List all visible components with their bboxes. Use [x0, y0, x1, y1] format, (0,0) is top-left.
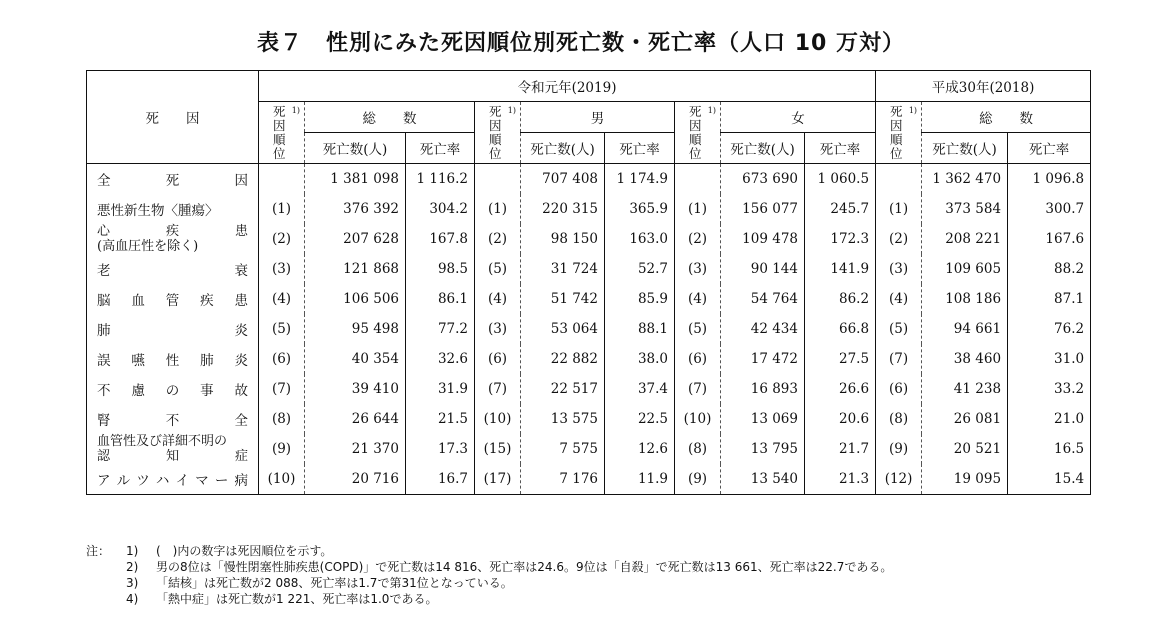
deaths-cell: 13 540	[721, 464, 805, 495]
rate-cell: 167.6	[1008, 224, 1091, 254]
cause-spread	[97, 319, 248, 339]
table-row	[87, 194, 1091, 224]
rate-cell: 87.1	[1008, 284, 1091, 314]
cause-char: 腎	[97, 413, 111, 429]
rank-cell: (8)	[675, 434, 721, 464]
rate-cell: 21.7	[805, 434, 876, 464]
cause-cell	[87, 194, 259, 224]
rate-cell: 1 116.2	[406, 164, 475, 195]
deaths-cell: 208 221	[922, 224, 1008, 254]
rank-cell	[675, 164, 721, 195]
cause-char: 故	[234, 383, 248, 399]
total-deaths-header: 死亡数(人)	[305, 133, 406, 164]
deaths-cell: 26 644	[305, 404, 406, 434]
rate-cell: 66.8	[805, 314, 876, 344]
rate-cell: 163.0	[605, 224, 675, 254]
male-rank-char-d: 位	[489, 145, 502, 161]
total-rank-header	[259, 102, 305, 164]
cause-char: 全	[234, 413, 248, 429]
deaths-cell: 13 575	[521, 404, 605, 434]
table-row	[87, 224, 1091, 254]
cause-char: 因	[234, 173, 248, 189]
rank-cell: (2)	[675, 224, 721, 254]
cause-char: 知	[165, 449, 179, 464]
female-rank-header	[675, 102, 721, 164]
cause-cell	[87, 434, 259, 464]
rate-cell: 85.9	[605, 284, 675, 314]
h30-total-rank-header	[876, 102, 922, 164]
note-item	[86, 591, 892, 607]
rate-cell: 21.5	[406, 404, 475, 434]
header-row-1	[87, 71, 1091, 102]
deaths-cell: 1 362 470	[922, 164, 1008, 195]
female-rank-char-d: 位	[689, 145, 702, 161]
reiwa-header: 令和元年(2019)	[259, 71, 876, 102]
rank-cell: (12)	[876, 464, 922, 495]
rate-cell: 26.6	[805, 374, 876, 404]
table-row	[87, 164, 1091, 195]
note-label	[86, 575, 126, 591]
cause-char: 衰	[234, 263, 248, 279]
cause-cell	[87, 254, 259, 284]
male-rank-sup: 1)	[507, 106, 516, 115]
cause-char: 患	[234, 293, 248, 309]
rate-cell: 172.3	[805, 224, 876, 254]
rank-cell: (6)	[259, 344, 305, 374]
footnotes	[86, 543, 892, 607]
rank-cell: (3)	[876, 254, 922, 284]
h30-total-rank-char-b: 因	[890, 117, 903, 133]
deaths-cell: 17 472	[721, 344, 805, 374]
cause-char: の	[165, 383, 180, 399]
deaths-cell: 41 238	[922, 374, 1008, 404]
cause-cell	[87, 314, 259, 344]
rank-cell: (5)	[475, 254, 521, 284]
deaths-cell: 156 077	[721, 194, 805, 224]
total-rate-header: 死亡率	[406, 133, 475, 164]
female-deaths-header: 死亡数(人)	[721, 133, 805, 164]
cause-spread	[97, 259, 248, 279]
cause-cell	[87, 374, 259, 404]
cause-char: 事	[200, 383, 214, 399]
rate-cell: 27.5	[805, 344, 876, 374]
rank-cell: (9)	[675, 464, 721, 495]
rank-cell: (7)	[259, 374, 305, 404]
rank-cell: (17)	[475, 464, 521, 495]
male-rank-header	[475, 102, 521, 164]
cause-char: 嚥	[131, 353, 145, 369]
rank-cell: (4)	[259, 284, 305, 314]
cause-spread	[97, 379, 248, 399]
cause-spread	[97, 169, 248, 189]
deaths-cell: 26 081	[922, 404, 1008, 434]
rate-cell: 32.6	[406, 344, 475, 374]
deaths-cell: 13 795	[721, 434, 805, 464]
deaths-cell: 109 478	[721, 224, 805, 254]
h30-total-rank-char-c: 順	[890, 131, 903, 147]
deaths-cell: 39 410	[305, 374, 406, 404]
cause-char: ハ	[155, 473, 170, 489]
male-rank-char-c: 順	[489, 131, 502, 147]
deaths-cell: 20 521	[922, 434, 1008, 464]
male-rank-char-a: 死	[489, 103, 502, 119]
cause-spread	[97, 349, 248, 369]
deaths-cell: 207 628	[305, 224, 406, 254]
cause-char: 肺	[200, 353, 214, 369]
deaths-cell: 673 690	[721, 164, 805, 195]
female-rate-header: 死亡率	[805, 133, 876, 164]
h30-total-rank-char-d: 位	[890, 145, 903, 161]
rate-cell: 141.9	[805, 254, 876, 284]
cause-line-1	[97, 224, 248, 239]
deaths-cell: 7 176	[521, 464, 605, 495]
deaths-cell: 22 882	[521, 344, 605, 374]
deaths-cell: 54 764	[721, 284, 805, 314]
rank-cell	[475, 164, 521, 195]
rate-cell: 1 060.5	[805, 164, 876, 195]
deaths-cell: 90 144	[721, 254, 805, 284]
note-index: 3)	[126, 576, 139, 590]
rate-cell: 167.8	[406, 224, 475, 254]
male-rate-header: 死亡率	[605, 133, 675, 164]
deaths-cell: 38 460	[922, 344, 1008, 374]
rank-cell: (3)	[675, 254, 721, 284]
rank-cell: (6)	[876, 374, 922, 404]
rate-cell: 52.7	[605, 254, 675, 284]
cause-spread	[97, 409, 248, 429]
deaths-cell: 51 742	[521, 284, 605, 314]
cause-cell	[87, 344, 259, 374]
female-group-header: 女	[721, 102, 876, 133]
rank-cell: (7)	[475, 374, 521, 404]
rate-cell: 300.7	[1008, 194, 1091, 224]
cause-char: 患	[234, 224, 248, 239]
rate-cell: 31.0	[1008, 344, 1091, 374]
deaths-cell: 13 069	[721, 404, 805, 434]
rate-cell: 21.0	[1008, 404, 1091, 434]
note-item	[86, 559, 892, 575]
male-deaths-header: 死亡数(人)	[521, 133, 605, 164]
note-text: 「熱中症」は死亡数が1 221、死亡率は1.0である。	[156, 592, 438, 606]
rank-cell: (8)	[259, 404, 305, 434]
table-row	[87, 374, 1091, 404]
female-rank-char-a: 死	[689, 103, 702, 119]
rate-cell: 38.0	[605, 344, 675, 374]
cause-char: 肺	[97, 323, 111, 339]
cause-char: 死	[165, 173, 180, 189]
rate-cell: 76.2	[1008, 314, 1091, 344]
deaths-cell: 20 716	[305, 464, 406, 495]
note-index: 4)	[126, 592, 139, 606]
deaths-cell: 42 434	[721, 314, 805, 344]
cause-char: 疾	[200, 293, 214, 309]
rank-cell: (9)	[259, 434, 305, 464]
cause-char: 不	[165, 413, 180, 429]
cause-spread	[97, 289, 248, 309]
deaths-cell: 108 186	[922, 284, 1008, 314]
total-group-header: 総 数	[305, 102, 475, 133]
rank-cell: (5)	[259, 314, 305, 344]
rank-cell: (2)	[259, 224, 305, 254]
cause-char: 炎	[234, 323, 248, 339]
total-rank-char-c: 順	[273, 131, 286, 147]
total-rank-char-d: 位	[273, 145, 286, 161]
note-index: 1)	[126, 544, 139, 558]
cause-char: 性	[165, 353, 180, 369]
cause-cell	[87, 284, 259, 314]
rate-cell: 365.9	[605, 194, 675, 224]
rate-cell: 304.2	[406, 194, 475, 224]
note-text: 「結核」は死亡数が2 088、死亡率は1.7で第31位となっている。	[156, 576, 513, 590]
rank-cell: (4)	[876, 284, 922, 314]
cause-char: ア	[97, 473, 111, 489]
cause-char: 炎	[234, 353, 248, 369]
cause-char: 老	[97, 263, 111, 279]
deaths-cell: 373 584	[922, 194, 1008, 224]
table-title: 表７ 性別にみた死因順位別死亡数・死亡率（人口 10 万対）	[257, 31, 905, 56]
deaths-cell: 707 408	[521, 164, 605, 195]
rate-cell: 12.6	[605, 434, 675, 464]
cause-char: マ	[195, 473, 209, 489]
deaths-cell: 53 064	[521, 314, 605, 344]
cause-char: イ	[175, 473, 190, 489]
h30-total-rank-char-a: 死	[890, 103, 903, 119]
rank-cell	[876, 164, 922, 195]
cause-cell	[87, 164, 259, 195]
rank-cell	[259, 164, 305, 195]
male-group-header: 男	[521, 102, 675, 133]
table-row	[87, 464, 1091, 495]
rank-cell: (10)	[475, 404, 521, 434]
rank-cell: (10)	[675, 404, 721, 434]
rank-cell: (3)	[259, 254, 305, 284]
cause-char: 不	[97, 383, 111, 399]
cause-cell	[87, 224, 259, 254]
rank-cell: (2)	[876, 224, 922, 254]
table-row	[87, 434, 1091, 464]
deaths-cell: 22 517	[521, 374, 605, 404]
cause-char: 誤	[97, 353, 111, 369]
cause-char: ツ	[136, 473, 150, 489]
rank-cell: (4)	[475, 284, 521, 314]
female-rank-char-c: 順	[689, 131, 702, 147]
table-row	[87, 404, 1091, 434]
heisei-header: 平成30年(2018)	[876, 71, 1091, 102]
h30-total-group-header: 総 数	[922, 102, 1091, 133]
rate-cell: 16.5	[1008, 434, 1091, 464]
cause-line-1: 血管性及び詳細不明の	[97, 434, 228, 449]
h30-total-rate-header: 死亡率	[1008, 133, 1091, 164]
note-index: 2)	[126, 560, 139, 574]
cause-line-2	[97, 449, 248, 464]
cause-cell	[87, 464, 259, 495]
rank-cell: (9)	[876, 434, 922, 464]
deaths-cell: 95 498	[305, 314, 406, 344]
rate-cell: 15.4	[1008, 464, 1091, 495]
rate-cell: 1 174.9	[605, 164, 675, 195]
male-rank-char-b: 因	[489, 117, 502, 133]
female-rank-sup: 1)	[707, 106, 716, 115]
deaths-cell: 220 315	[521, 194, 605, 224]
deaths-cell: 21 370	[305, 434, 406, 464]
rank-cell: (1)	[259, 194, 305, 224]
deaths-cell: 7 575	[521, 434, 605, 464]
rank-cell: (15)	[475, 434, 521, 464]
deaths-cell: 376 392	[305, 194, 406, 224]
cause-header: 死 因	[87, 71, 259, 164]
note-text: ( )内の数字は死因順位を示す。	[156, 544, 333, 558]
note-text: 男の8位は「慢性閉塞性肺疾患(COPD)」で死亡数は14 816、死亡率は24.6。9位は「自殺」で死亡数は13 661、死亡率は22.7である。	[156, 560, 893, 574]
deaths-cell: 94 661	[922, 314, 1008, 344]
cause-char: 心	[97, 224, 111, 239]
table-row	[87, 254, 1091, 284]
deaths-cell: 98 150	[521, 224, 605, 254]
mortality-table	[86, 70, 1091, 495]
deaths-cell: 121 868	[305, 254, 406, 284]
deaths-cell: 16 893	[721, 374, 805, 404]
rate-cell: 17.3	[406, 434, 475, 464]
cause-char: 病	[234, 473, 248, 489]
cause-char: 管	[165, 293, 180, 309]
note-label: 注：	[86, 544, 111, 558]
deaths-cell: 1 381 098	[305, 164, 406, 195]
deaths-cell: 40 354	[305, 344, 406, 374]
rate-cell: 11.9	[605, 464, 675, 495]
cause-char: 認	[97, 449, 111, 464]
rank-cell: (3)	[475, 314, 521, 344]
rank-cell: (5)	[876, 314, 922, 344]
total-rank-sup: 1)	[291, 106, 300, 115]
rank-cell: (4)	[675, 284, 721, 314]
note-item	[86, 543, 892, 559]
cause-spread	[97, 469, 248, 489]
deaths-cell: 109 605	[922, 254, 1008, 284]
h30-total-rank-sup: 1)	[908, 106, 918, 115]
deaths-cell: 106 506	[305, 284, 406, 314]
female-rank-char-b: 因	[689, 117, 702, 133]
cause-char: 疾	[165, 224, 179, 239]
rate-cell: 245.7	[805, 194, 876, 224]
rate-cell: 77.2	[406, 314, 475, 344]
deaths-cell: 19 095	[922, 464, 1008, 495]
rate-cell: 33.2	[1008, 374, 1091, 404]
deaths-cell: 31 724	[521, 254, 605, 284]
rank-cell: (1)	[876, 194, 922, 224]
rate-cell: 86.2	[805, 284, 876, 314]
cause-cell	[87, 404, 259, 434]
cause-char: ー	[214, 473, 229, 489]
rank-cell: (5)	[675, 314, 721, 344]
total-rank-char-a: 死	[273, 103, 286, 119]
rate-cell: 21.3	[805, 464, 876, 495]
total-rank-char-b: 因	[273, 117, 286, 133]
note-label	[86, 559, 126, 575]
rate-cell: 86.1	[406, 284, 475, 314]
rate-cell: 98.5	[406, 254, 475, 284]
rate-cell: 31.9	[406, 374, 475, 404]
h30-total-deaths-header: 死亡数(人)	[922, 133, 1008, 164]
rank-cell: (7)	[876, 344, 922, 374]
cause-char: 全	[97, 173, 111, 189]
cause-char: ル	[116, 473, 131, 489]
rank-cell: (6)	[475, 344, 521, 374]
rate-cell: 88.1	[605, 314, 675, 344]
rate-cell: 16.7	[406, 464, 475, 495]
rank-cell: (6)	[675, 344, 721, 374]
cause-char: 慮	[131, 383, 145, 399]
cause-char: 脳	[97, 293, 111, 309]
cause-text: 悪性新生物〈腫瘍〉	[97, 203, 219, 219]
rank-cell: (10)	[259, 464, 305, 495]
rate-cell: 1 096.8	[1008, 164, 1091, 195]
table-row	[87, 284, 1091, 314]
rate-cell: 88.2	[1008, 254, 1091, 284]
rank-cell: (8)	[876, 404, 922, 434]
rate-cell: 37.4	[605, 374, 675, 404]
cause-line-2: (高血圧性を除く)	[97, 239, 199, 254]
rate-cell: 20.6	[805, 404, 876, 434]
rank-cell: (1)	[475, 194, 521, 224]
rank-cell: (2)	[475, 224, 521, 254]
note-label	[86, 591, 126, 607]
rank-cell: (7)	[675, 374, 721, 404]
note-item	[86, 575, 892, 591]
table-row	[87, 344, 1091, 374]
cause-char: 血	[131, 293, 145, 309]
rate-cell: 22.5	[605, 404, 675, 434]
table-row	[87, 314, 1091, 344]
cause-char: 症	[234, 449, 248, 464]
rank-cell: (1)	[675, 194, 721, 224]
